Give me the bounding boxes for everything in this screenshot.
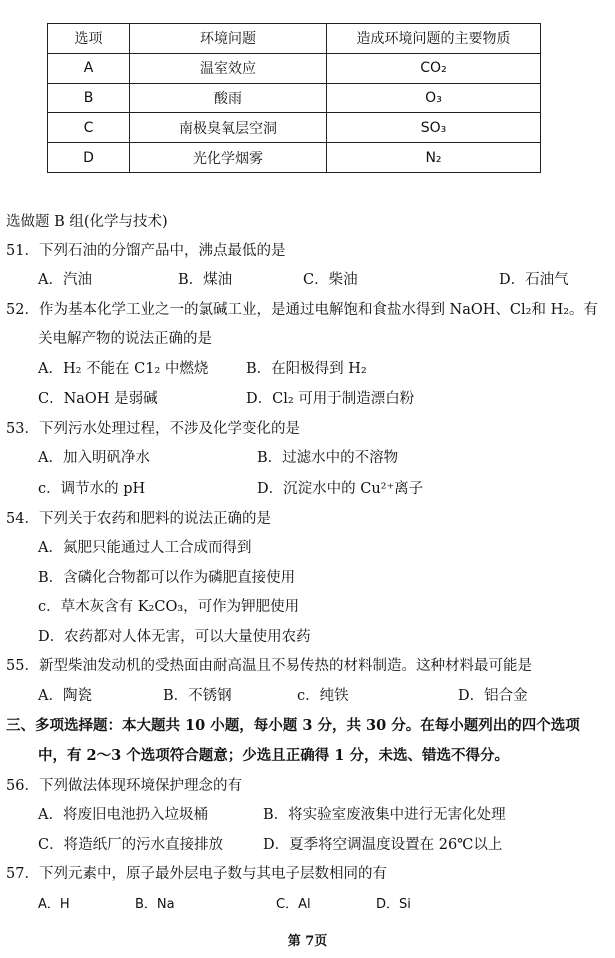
option-a: A．H [38,897,70,912]
table-row [48,53,541,83]
question-52-stem: 52．作为基本化学工业之一的氯碱工业，是通过电解饱和食盐水得到 NaOH、Cl₂和 H₂。有 [6,302,599,318]
option-b: B．将实验室废液集中进行无害化处理 [263,807,506,823]
option-a: A．H₂ 不能在 C1₂ 中燃烧 [38,361,209,377]
option-c: C．Al [276,897,311,912]
option-c: c．纯铁 [297,688,349,704]
table-row [48,113,541,143]
table-cell: A [48,53,130,83]
question-53-stem: 53．下列污水处理过程，不涉及化学变化的是 [6,421,300,437]
option-d: D．沉淀水中的 Cu²⁺离子 [257,481,424,497]
option-a: A．氮肥只能通过人工合成而得到 [38,540,252,556]
table-header-cell: 选项 [48,24,130,54]
table-cell: N₂ [327,143,541,173]
option-a: A．汽油 [38,272,92,288]
option-a: A．将废旧电池扔入垃圾桶 [38,807,208,823]
option-c: c．草木灰含有 K₂CO₃，可作为钾肥使用 [38,599,300,615]
table-row [48,83,541,113]
page-number: 第 7页 [287,934,328,949]
option-c: C．将造纸厂的污水直接排放 [38,837,224,853]
table-cell: O₃ [327,83,541,113]
table-cell: B [48,83,130,113]
option-d: D．铝合金 [458,688,528,704]
question-56-stem: 56．下列做法体现环境保护理念的有 [6,778,242,794]
table-header-row [48,24,541,54]
option-d: D．Si [376,897,411,912]
part-3-heading-cont: 中，有 2～3 个选项符合题意；少选且正确得 1 分，未选、错选不得分。 [38,747,509,764]
table-cell: D [48,143,130,173]
question-52-stem-cont: 关电解产物的说法正确的是 [38,331,212,347]
table-cell: 酸雨 [130,83,327,113]
option-c: C．NaOH 是弱碱 [38,391,158,407]
table-header-cell: 环境问题 [130,24,327,54]
option-c: c．调节水的 pH [38,481,146,497]
option-b: B．在阳极得到 H₂ [246,361,367,377]
table-header-cell: 造成环境问题的主要物质 [327,24,541,54]
option-b: B．含磷化合物都可以作为磷肥直接使用 [38,570,296,586]
part-3-heading: 三、多项选择题：本大题共 10 小题，每小题 3 分，共 30 分。在每小题列出的四个选项 [6,717,580,734]
table-cell: 温室效应 [130,53,327,83]
option-a: A．陶瓷 [38,688,92,704]
option-d: D．农药都对人体无害，可以大量使用农药 [38,629,311,645]
table-row [48,143,541,173]
question-55-stem: 55．新型柴油发动机的受热面由耐高温且不易传热的材料制造。这种材料最可能是 [6,658,532,674]
question-51-stem: 51．下列石油的分馏产品中，沸点最低的是 [6,243,286,259]
option-b: B．过滤水中的不溶物 [257,450,399,466]
option-d: D．石油气 [499,272,569,288]
table-cell: 南极臭氧层空洞 [130,113,327,143]
question-57-stem: 57．下列元素中，原子最外层电子数与其电子层数相同的有 [6,866,387,882]
option-b: B．Na [135,897,175,912]
option-b: B．不锈钢 [163,688,232,704]
option-a: A．加入明矾净水 [38,450,150,466]
question-54-stem: 54．下列关于农药和肥料的说法正确的是 [6,511,271,527]
table-cell: C [48,113,130,143]
table-cell: SO₃ [327,113,541,143]
options-table [47,23,541,173]
section-b-heading: 选做题 B 组(化学与技术) [6,214,168,230]
table-cell: 光化学烟雾 [130,143,327,173]
option-b: B．煤油 [178,272,233,288]
table-cell: CO₂ [327,53,541,83]
option-d: D．夏季将空调温度设置在 26℃以上 [263,837,503,853]
option-c: C．柴油 [303,272,358,288]
option-d: D．Cl₂ 可用于制造漂白粉 [246,391,415,407]
